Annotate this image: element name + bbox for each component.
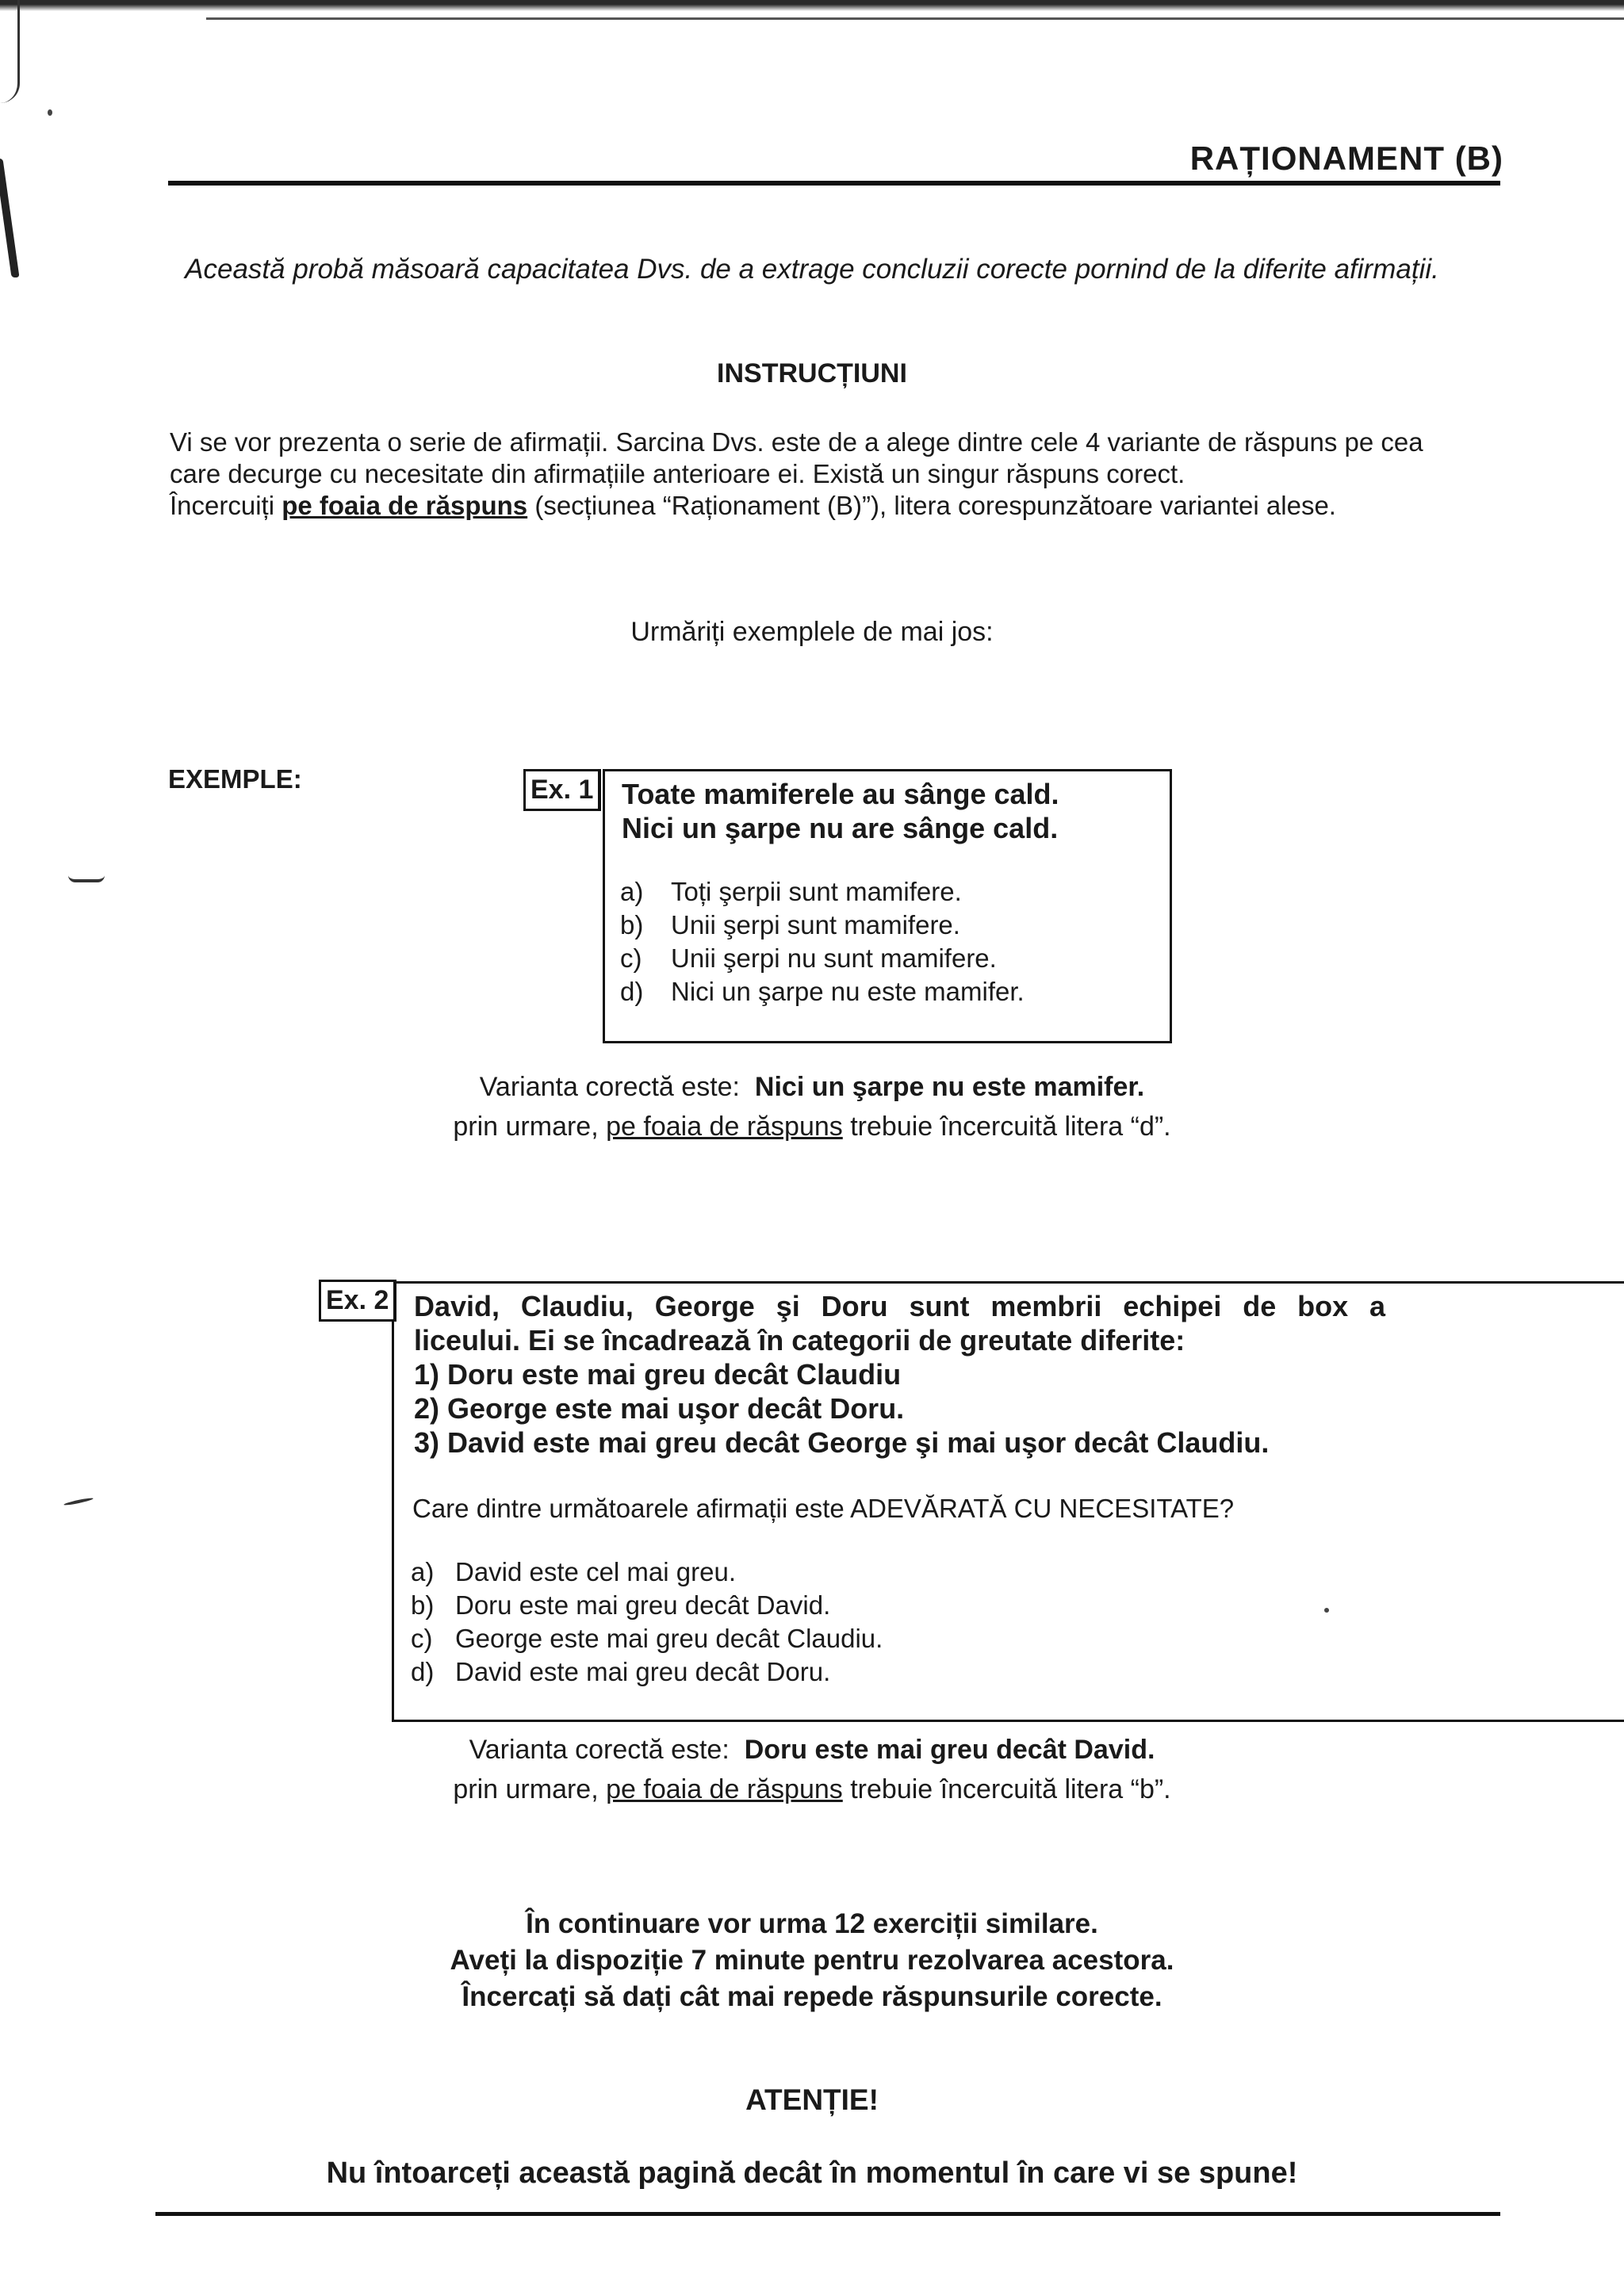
example-2-options xyxy=(411,1556,1362,1689)
option-text: Nici un şarpe nu este mamifer. xyxy=(671,977,1025,1006)
example-2-statement-line: liceului. Ei se încadrează în categorii de greutate diferite: xyxy=(414,1324,1185,1357)
instructions-line-3-pre: Încercuiți xyxy=(170,491,282,520)
continuation-text xyxy=(0,1906,1624,2015)
instructions-line-1: Vi se vor prezenta o serie de afirmații. Sarcina Dvs. este de a alege dintre cele 4 variante de răspuns pe cea xyxy=(170,427,1423,457)
intro-text: Această probă măsoară capacitatea Dvs. de a extrage concluzii corecte pornind de la diferite afirmații. xyxy=(185,254,1439,285)
example-2-answer-line-2 xyxy=(0,1770,1624,1809)
header-rule xyxy=(168,181,1500,186)
scan-top-edge xyxy=(0,0,1624,11)
scan-speck xyxy=(63,1497,94,1506)
option-item xyxy=(620,875,1159,909)
answer-line-2-post: trebuie încercuită litera “d”. xyxy=(842,1112,1171,1142)
instructions-line-3 xyxy=(170,490,1518,522)
instructions-text xyxy=(170,427,1518,522)
option-letter: c) xyxy=(411,1624,433,1653)
option-text: Unii şerpi nu sunt mamifere. xyxy=(671,943,997,973)
example-1-answer-line-2 xyxy=(0,1107,1624,1146)
instructions-line-2: care decurge cu necesitate din afirmațiile anterioare ei. Există un singur răspuns corect. xyxy=(170,459,1185,488)
option-text: George este mai greu decât Claudiu. xyxy=(455,1624,883,1653)
option-item xyxy=(620,942,1159,975)
continuation-line: În continuare vor urma 12 exerciții similare. xyxy=(526,1908,1098,1939)
option-text: David este cel mai greu. xyxy=(455,1557,736,1586)
follow-examples-text: Urmăriți exemplele de mai jos: xyxy=(630,617,994,647)
final-note: Nu întoarceți această pagină decât în momentul în care vi se spune! xyxy=(326,2156,1298,2190)
example-1-answer-line-1 xyxy=(0,1067,1624,1107)
warning-heading: ATENȚIE! xyxy=(745,2084,879,2116)
example-1-statement: Toate mamiferele au sânge cald. xyxy=(622,778,1059,810)
option-item xyxy=(620,909,1159,942)
continuation-line: Încercați să dați cât mai repede răspunsurile corecte. xyxy=(462,1981,1162,2012)
answer-sheet-reference: pe foaia de răspuns xyxy=(606,1112,843,1142)
example-2-condition: 3) David este mai greu decât George şi mai uşor decât Claudiu. xyxy=(414,1426,1270,1459)
example-2-answer xyxy=(0,1730,1624,1809)
example-1-statement: Nici un şarpe nu are sânge cald. xyxy=(622,812,1059,844)
option-text: Doru este mai greu decât David. xyxy=(455,1590,831,1620)
page-title: RAȚIONAMENT (B) xyxy=(1189,140,1503,177)
instructions-heading: INSTRUCȚIUNI xyxy=(717,358,907,388)
answer-value: Doru este mai greu decât David. xyxy=(744,1735,1155,1765)
answer-sheet-reference: pe foaia de răspuns xyxy=(282,491,528,520)
option-letter: b) xyxy=(411,1590,435,1620)
option-letter: a) xyxy=(620,877,644,906)
option-text: David este mai greu decât Doru. xyxy=(455,1657,831,1686)
scan-top-line xyxy=(206,17,1624,20)
example-1-tag: Ex. 1 xyxy=(523,769,601,811)
answer-line-2-post: trebuie încercuită litera “b”. xyxy=(842,1774,1171,1804)
example-2-statements xyxy=(414,1289,1397,1460)
option-item xyxy=(411,1655,1362,1689)
option-letter: d) xyxy=(411,1657,435,1686)
continuation-line: Aveți la dispoziție 7 minute pentru rezolvarea acestora. xyxy=(450,1945,1174,1976)
option-text: Unii şerpi sunt mamifere. xyxy=(671,910,960,939)
option-letter: b) xyxy=(620,910,644,939)
scan-left-edge xyxy=(0,0,20,103)
example-2-condition: 1) Doru este mai greu decât Claudiu xyxy=(414,1358,902,1391)
scan-speck xyxy=(68,875,105,882)
scan-speck xyxy=(48,109,52,116)
example-1-answer xyxy=(0,1067,1624,1146)
example-2-condition: 2) George este mai uşor decât Doru. xyxy=(414,1392,905,1425)
examples-label: EXEMPLE: xyxy=(168,764,302,794)
option-letter: c) xyxy=(620,943,642,973)
answer-value: Nici un şarpe nu este mamifer. xyxy=(754,1072,1145,1102)
example-2-question: Care dintre următoarele afirmații este ADEVĂRATĂ CU NECESITATE? xyxy=(412,1494,1235,1523)
option-text: Toți şerpii sunt mamifere. xyxy=(671,877,962,906)
example-2-answer-line-1 xyxy=(0,1730,1624,1770)
answer-prefix: Varianta corectă este: xyxy=(479,1072,740,1102)
option-letter: a) xyxy=(411,1557,435,1586)
bottom-rule xyxy=(155,2212,1500,2216)
option-item xyxy=(411,1589,1362,1622)
answer-line-2-pre: prin urmare, xyxy=(453,1774,607,1804)
example-2-statement-line: David, Claudiu, George şi Doru sunt membrii echipei de box a xyxy=(414,1290,1385,1322)
instructions-line-3-post: (secțiunea “Raționament (B)”), litera corespunzătoare variantei alese. xyxy=(527,491,1336,520)
answer-line-2-pre: prin urmare, xyxy=(453,1112,607,1142)
answer-sheet-reference: pe foaia de răspuns xyxy=(606,1774,843,1804)
example-2-tag: Ex. 2 xyxy=(319,1280,396,1322)
option-item xyxy=(411,1622,1362,1655)
option-letter: d) xyxy=(620,977,644,1006)
example-1-options xyxy=(620,875,1159,1008)
example-1-statements xyxy=(622,777,1161,845)
option-item xyxy=(411,1556,1362,1589)
option-item xyxy=(620,975,1159,1008)
answer-prefix: Varianta corectă este: xyxy=(469,1735,730,1765)
